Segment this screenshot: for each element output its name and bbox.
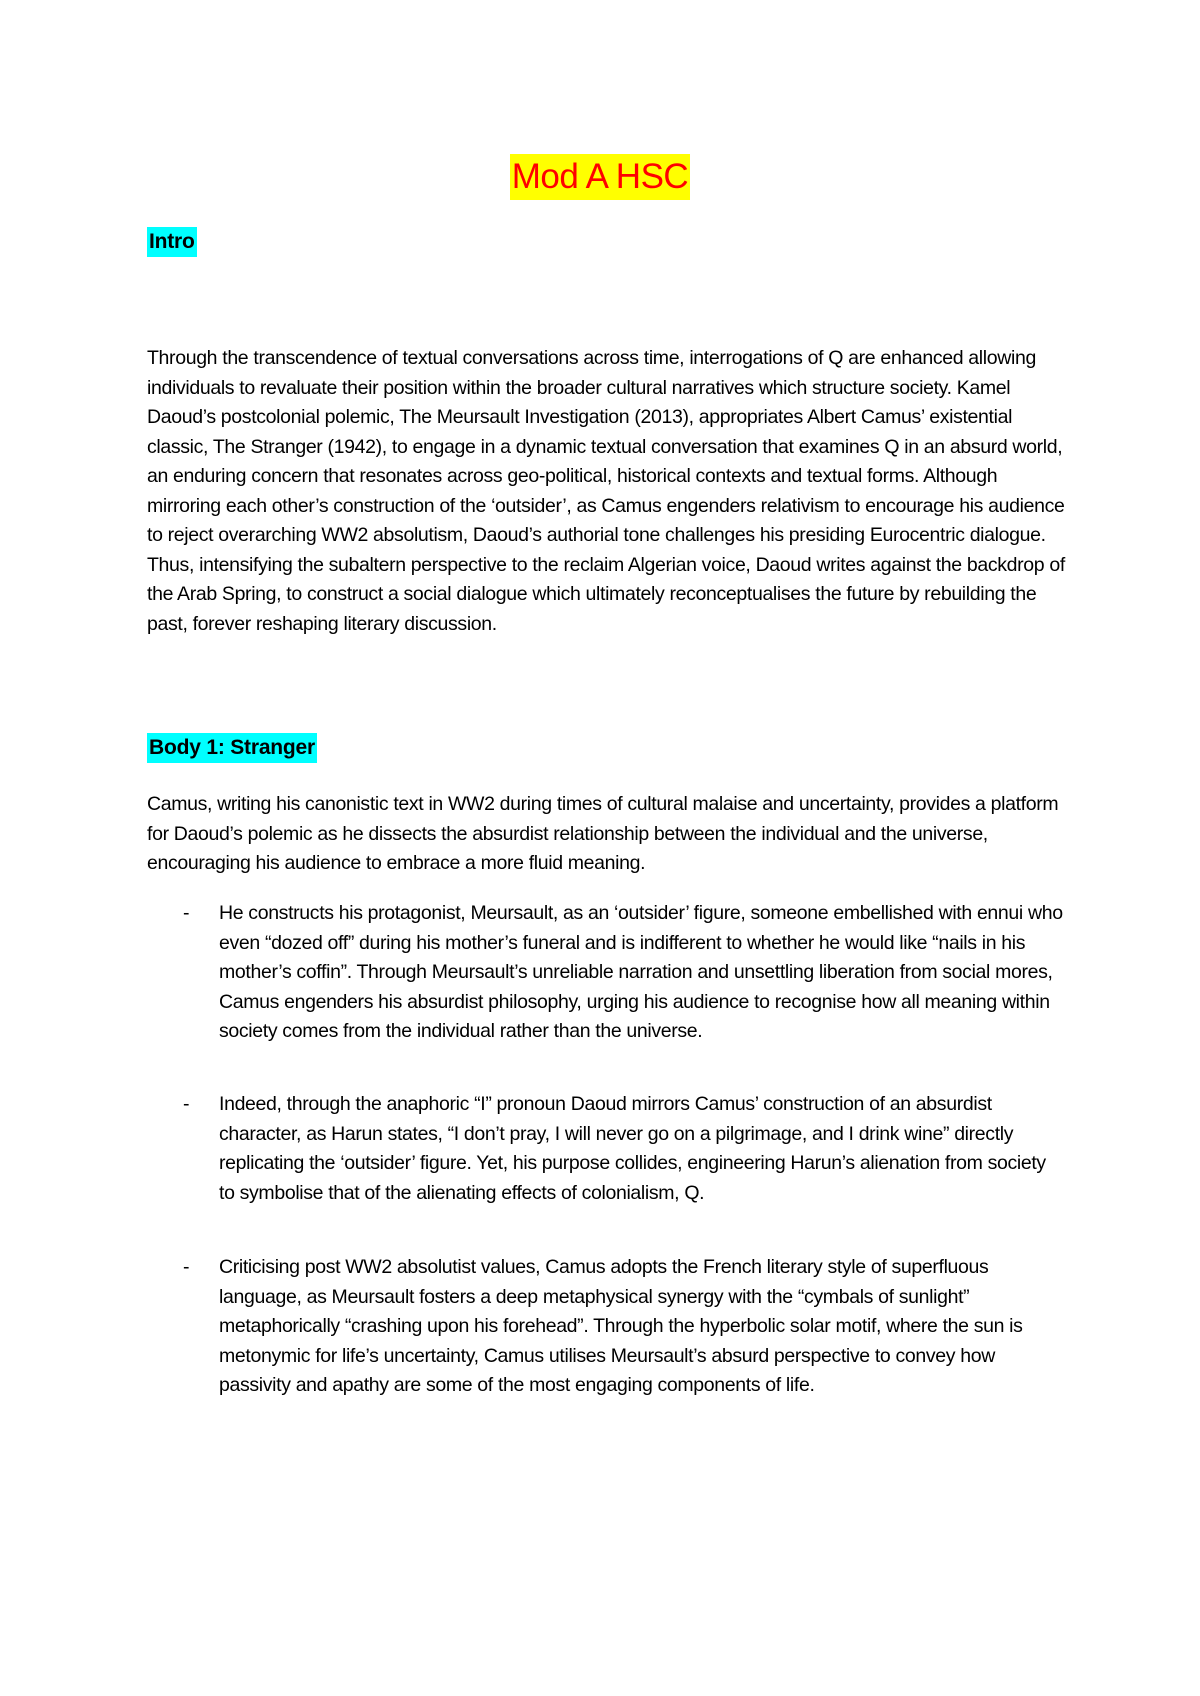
bullet-item — [147, 1253, 1067, 1401]
bullet-text: Criticising post WW2 absolutist values, Camus adopts the French literary style of superfluous language, as Meursault fosters a deep metaphysical synergy with the “cymbals of sunlight” metaphorically “crashing upon his forehead”. Through the hyperbolic solar motif, where the sun is metonymic for life’s uncertainty, Camus utilises Meursault’s absurd perspective to convey how passivity and apathy are some of the most engaging components of life. — [219, 1256, 1023, 1396]
intro-paragraph: Through the transcendence of textual conversations across time, interrogations of Q are enhanced allowing individuals to revaluate their position within the broader cultural narratives which structure society. Kamel Daoud’s postcolonial polemic, The Meursault Investigation (2013), appropriates Albert Camus’ existential classic, The Stranger (1942), to engage in a dynamic textual conversation that examines Q in an absurd world, an enduring concern that resonates across geo-political, historical contexts and textual forms. Although mirroring each other’s construction of the ‘outsider’, as Camus engenders relativism to encourage his audience to reject overarching WW2 absolutism, Daoud’s authorial tone challenges his presiding Eurocentric dialogue. Thus, intensifying the subaltern perspective to the reclaim Algerian voice, Daoud writes against the backdrop of the Arab Spring, to construct a social dialogue which ultimately reconceptualises the future by rebuilding the past, forever reshaping literary discussion. — [147, 347, 1065, 635]
bullet-dash: - — [183, 1093, 190, 1115]
title-wrapper — [0, 154, 1200, 200]
body1-paragraph: Camus, writing his canonistic text in WW2 during times of cultural malaise and uncertainty, provides a platform for Daoud’s polemic as he dissects the absurdist relationship between the individual and the universe, encouraging his audience to embrace a more fluid meaning. — [147, 793, 1059, 874]
bullet-text: He constructs his protagonist, Meursault, as an ‘outsider’ figure, someone embellished with ennui who even “dozed off” during his mother’s funeral and is indifferent to whether he would like “nails in his mother’s coffin”. Through Meursault’s unreliable narration and unsettling liberation from social mores, Camus engenders his absurdist philosophy, urging his audience to recognise how all meaning within society comes from the individual rather than the universe. — [219, 902, 1063, 1042]
bullet-dash: - — [183, 1256, 190, 1278]
bullet-item — [147, 1090, 1067, 1208]
body1-heading: Body 1: Stranger — [147, 733, 317, 763]
bullet-text: Indeed, through the anaphoric “I” pronoun Daoud mirrors Camus’ construction of an absurdist character, as Harun states, “I don’t pray, I will never go on a pilgrimage, and I drink wine” directly replicating the ‘outsider’ figure. Yet, his purpose collides, engineering Harun’s alienation from society to symbolise that of the alienating effects of colonialism, Q. — [219, 1093, 1046, 1204]
bullet-dash: - — [183, 902, 190, 924]
bullet-item — [147, 899, 1067, 1047]
intro-heading: Intro — [147, 227, 197, 257]
page-title: Mod A HSC — [510, 154, 690, 200]
